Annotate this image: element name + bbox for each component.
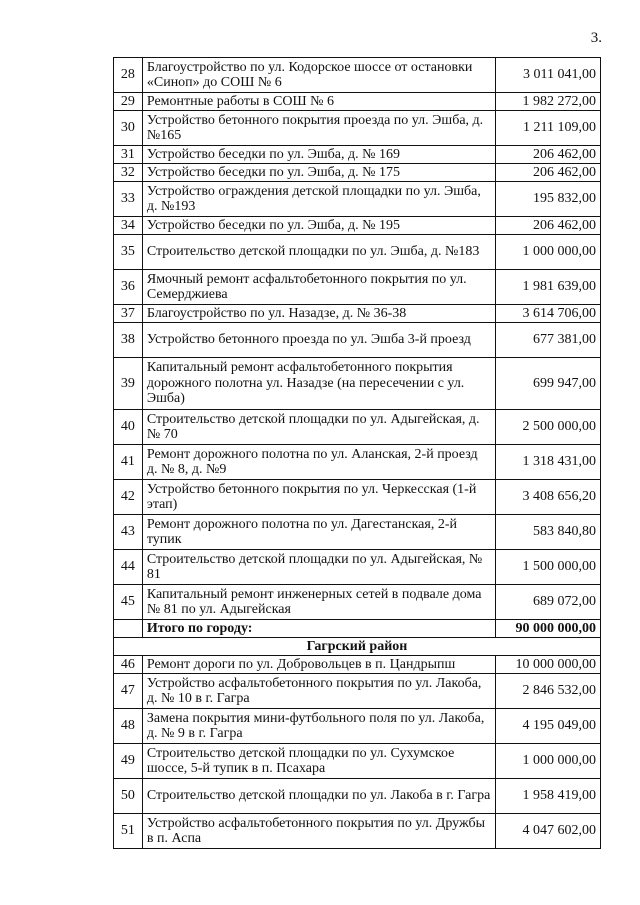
row-amount: 1 000 000,00	[496, 235, 601, 270]
row-amount: 1 000 000,00	[496, 744, 601, 779]
row-number: 31	[114, 146, 143, 164]
table-row	[114, 410, 601, 445]
row-amount: 206 462,00	[496, 146, 601, 164]
row-number: 44	[114, 550, 143, 585]
row-number: 36	[114, 270, 143, 305]
table-row	[114, 585, 601, 620]
total-row	[114, 620, 601, 638]
row-number: 39	[114, 358, 143, 410]
row-amount: 1 958 419,00	[496, 779, 601, 814]
row-description: Устройство бетонного покрытия проезда по ул. Эшба, д. №165	[142, 111, 496, 146]
row-description: Замена покрытия мини-футбольного поля по ул. Лакоба, д. № 9 в г. Гагра	[142, 709, 496, 744]
row-number: 41	[114, 445, 143, 480]
row-number: 45	[114, 585, 143, 620]
row-amount: 2 500 000,00	[496, 410, 601, 445]
table-row	[114, 164, 601, 182]
row-number: 30	[114, 111, 143, 146]
row-description: Ремонт дорожного полотна по ул. Аланская, 2-й проезд д. № 8, д. №9	[142, 445, 496, 480]
total-label: Итого по городу:	[142, 620, 496, 638]
row-description: Строительство детской площадки по ул. Адыгейская, д. № 70	[142, 410, 496, 445]
row-description: Строительство детской площадки по ул. Эшба, д. №183	[142, 235, 496, 270]
row-description: Ремонтные работы в СОШ № 6	[142, 93, 496, 111]
row-amount: 195 832,00	[496, 182, 601, 217]
row-number: 50	[114, 779, 143, 814]
row-description: Устройство асфальтобетонного покрытия по ул. Дружбы в п. Аспа	[142, 814, 496, 849]
row-amount: 4 195 049,00	[496, 709, 601, 744]
table-row	[114, 656, 601, 674]
table-row	[114, 323, 601, 358]
row-number: 33	[114, 182, 143, 217]
table-row	[114, 93, 601, 111]
row-amount: 1 981 639,00	[496, 270, 601, 305]
row-description: Благоустройство по ул. Кодорское шоссе от остановки «Синоп» до СОШ № 6	[142, 58, 496, 93]
row-description: Ямочный ремонт асфальтобетонного покрытия по ул. Семерджиева	[142, 270, 496, 305]
row-amount: 3 614 706,00	[496, 305, 601, 323]
row-amount: 1 982 272,00	[496, 93, 601, 111]
table-row	[114, 111, 601, 146]
table-row	[114, 182, 601, 217]
row-amount: 3 408 656,20	[496, 480, 601, 515]
total-amount: 90 000 000,00	[496, 620, 601, 638]
table-row	[114, 480, 601, 515]
row-description: Капитальный ремонт асфальтобетонного покрытия дорожного полотна ул. Назадзе (на пересечении с ул. Эшба)	[142, 358, 496, 410]
row-amount: 206 462,00	[496, 217, 601, 235]
table-row	[114, 779, 601, 814]
table-row	[114, 358, 601, 410]
row-amount: 3 011 041,00	[496, 58, 601, 93]
table-row	[114, 709, 601, 744]
row-amount: 677 381,00	[496, 323, 601, 358]
table-row	[114, 270, 601, 305]
row-description: Строительство детской площадки по ул. Адыгейская, № 81	[142, 550, 496, 585]
row-amount: 1 500 000,00	[496, 550, 601, 585]
row-number: 28	[114, 58, 143, 93]
section-header-row	[114, 638, 601, 656]
row-number: 29	[114, 93, 143, 111]
page-number: 3.	[590, 30, 602, 46]
row-amount: 2 846 532,00	[496, 674, 601, 709]
row-amount: 4 047 602,00	[496, 814, 601, 849]
row-description: Строительство детской площадки по ул. Сухумское шоссе, 5-й тупик в п. Псахара	[142, 744, 496, 779]
table-row	[114, 445, 601, 480]
row-amount: 689 072,00	[496, 585, 601, 620]
row-description: Строительство детской площадки по ул. Лакоба в г. Гагра	[142, 779, 496, 814]
row-amount: 583 840,80	[496, 515, 601, 550]
row-description: Благоустройство по ул. Назадзе, д. № 36-38	[142, 305, 496, 323]
table-body	[114, 58, 601, 849]
row-number: 35	[114, 235, 143, 270]
row-description: Устройство асфальтобетонного покрытия по ул. Лакоба, д. № 10 в г. Гагра	[142, 674, 496, 709]
table-row	[114, 515, 601, 550]
table-row	[114, 550, 601, 585]
row-number: 46	[114, 656, 143, 674]
table-row	[114, 217, 601, 235]
row-number: 42	[114, 480, 143, 515]
row-number: 43	[114, 515, 143, 550]
row-description: Устройство бетонного покрытия по ул. Черкесская (1-й этап)	[142, 480, 496, 515]
row-amount: 10 000 000,00	[496, 656, 601, 674]
row-description: Ремонт дорожного полотна по ул. Дагестанская, 2-й тупик	[142, 515, 496, 550]
row-amount: 699 947,00	[496, 358, 601, 410]
row-description: Устройство беседки по ул. Эшба, д. № 195	[142, 217, 496, 235]
row-number: 34	[114, 217, 143, 235]
section-title: Гагрский район	[114, 638, 601, 656]
row-number: 40	[114, 410, 143, 445]
row-description: Устройство ограждения детской площадки по ул. Эшба, д. №193	[142, 182, 496, 217]
row-number: 37	[114, 305, 143, 323]
table-row	[114, 674, 601, 709]
row-description: Ремонт дороги по ул. Добровольцев в п. Цандрыпш	[142, 656, 496, 674]
table-row	[114, 814, 601, 849]
row-description: Устройство беседки по ул. Эшба, д. № 175	[142, 164, 496, 182]
row-number: 38	[114, 323, 143, 358]
row-number: 32	[114, 164, 143, 182]
table-row	[114, 58, 601, 93]
total-number-cell	[114, 620, 143, 638]
row-amount: 206 462,00	[496, 164, 601, 182]
row-amount: 1 211 109,00	[496, 111, 601, 146]
table-row	[114, 146, 601, 164]
row-number: 47	[114, 674, 143, 709]
row-number: 49	[114, 744, 143, 779]
table-row	[114, 744, 601, 779]
row-number: 48	[114, 709, 143, 744]
table-row	[114, 235, 601, 270]
row-number: 51	[114, 814, 143, 849]
budget-table	[113, 57, 601, 849]
table-row	[114, 305, 601, 323]
row-description: Устройство бетонного проезда по ул. Эшба 3-й проезд	[142, 323, 496, 358]
row-description: Капитальный ремонт инженерных сетей в подвале дома № 81 по ул. Адыгейская	[142, 585, 496, 620]
row-amount: 1 318 431,00	[496, 445, 601, 480]
row-description: Устройство беседки по ул. Эшба, д. № 169	[142, 146, 496, 164]
